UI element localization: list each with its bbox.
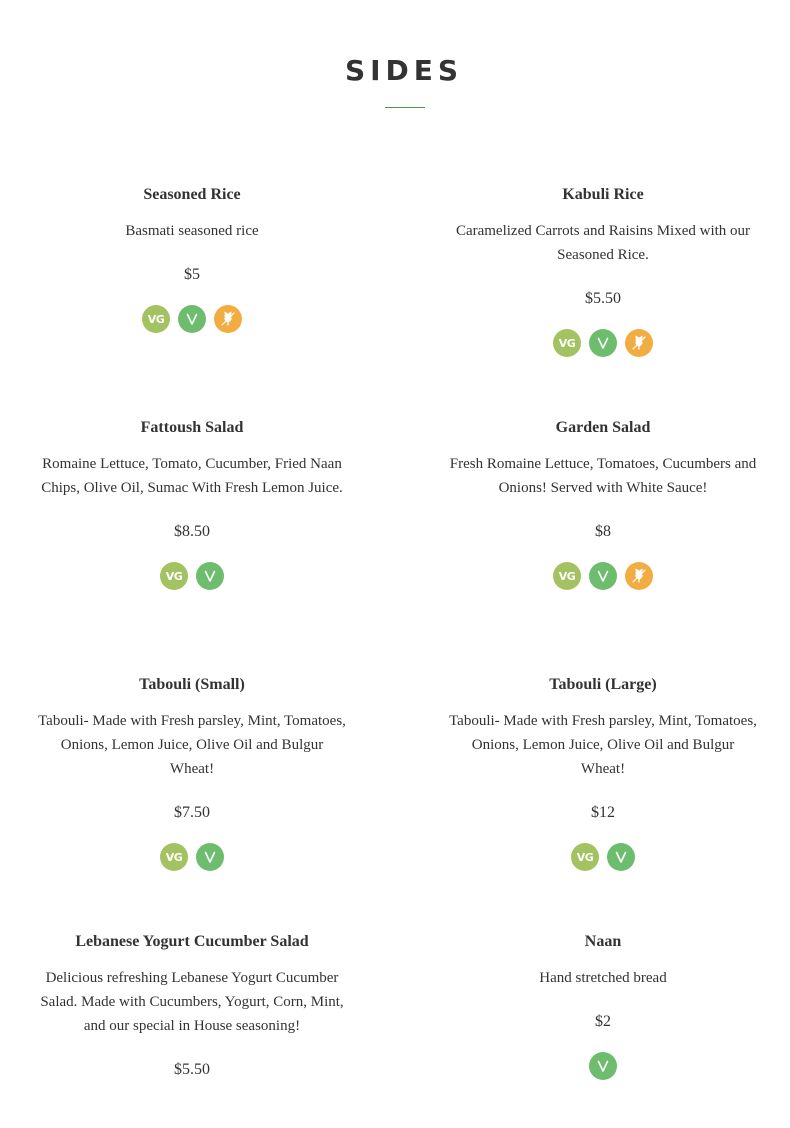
vegetarian-icon [607, 843, 635, 871]
menu-item[interactable] [37, 932, 347, 1128]
dietary-badges [37, 843, 347, 871]
dietary-badges [448, 562, 758, 590]
dietary-badges [448, 329, 758, 357]
menu-item[interactable] [37, 675, 347, 871]
dietary-badges [37, 562, 347, 590]
item-name: Tabouli (Small) [139, 676, 245, 693]
gluten-free-icon [625, 562, 653, 590]
section-title: SIDES [344, 54, 464, 87]
vegan-icon: VG [571, 843, 599, 871]
vegan-icon: VG [553, 562, 581, 590]
menu-item[interactable] [448, 675, 758, 871]
item-price: $8 [595, 523, 611, 540]
item-description: Delicious refreshing Lebanese Yogurt Cucumber Salad. Made with Cucumbers, Yogurt, Corn, Mint, and our special in House seasoning! [40, 970, 344, 1034]
item-price: $8.50 [174, 523, 210, 540]
gluten-free-icon [214, 305, 242, 333]
item-description: Caramelized Carrots and Raisins Mixed with our Seasoned Rice. [455, 223, 751, 263]
dietary-badges [448, 843, 758, 871]
dietary-badges [448, 1052, 758, 1080]
item-name: Garden Salad [555, 419, 651, 436]
menu-item[interactable] [448, 932, 758, 1080]
vegetarian-icon [196, 843, 224, 871]
vegetarian-icon [589, 562, 617, 590]
item-name: Fattoush Salad [140, 419, 244, 436]
menu-item[interactable] [448, 418, 758, 590]
item-price: $12 [591, 804, 615, 821]
item-name: Tabouli (Large) [549, 676, 657, 693]
item-price: $5 [184, 266, 200, 283]
item-description: Romaine Lettuce, Tomato, Cucumber, Fried Naan Chips, Olive Oil, Sumac With Fresh Lemon Juice. [41, 456, 343, 496]
item-description: Basmati seasoned rice [125, 223, 259, 239]
item-description: Fresh Romaine Lettuce, Tomatoes, Cucumbers and Onions! Served with White Sauce! [449, 456, 757, 496]
title-divider [385, 107, 425, 108]
vegan-icon: VG [160, 843, 188, 871]
item-description: Hand stretched bread [539, 970, 667, 986]
vegan-icon: VG [142, 305, 170, 333]
item-price: $7.50 [174, 804, 210, 821]
item-description: Tabouli- Made with Fresh parsley, Mint, Tomatoes, Onions, Lemon Juice, Olive Oil and Bulgur Wheat! [449, 713, 757, 777]
menu-item[interactable] [37, 185, 347, 333]
vegan-icon: VG [160, 562, 188, 590]
vegetarian-icon [589, 1052, 617, 1080]
item-price: $5.50 [174, 1061, 210, 1078]
item-price: $5.50 [585, 290, 621, 307]
item-name: Naan [584, 933, 622, 950]
vegetarian-icon [196, 562, 224, 590]
dietary-badges [37, 1100, 347, 1128]
vegetarian-icon [178, 305, 206, 333]
item-description: Tabouli- Made with Fresh parsley, Mint, Tomatoes, Onions, Lemon Juice, Olive Oil and Bulgur Wheat! [38, 713, 346, 777]
gluten-free-icon [625, 329, 653, 357]
item-name: Kabuli Rice [562, 186, 644, 203]
vegetarian-icon [589, 329, 617, 357]
item-name: Lebanese Yogurt Cucumber Salad [75, 933, 309, 950]
menu-item[interactable] [37, 418, 347, 590]
item-name: Seasoned Rice [143, 186, 241, 203]
menu-item[interactable] [448, 185, 758, 357]
vegan-icon: VG [553, 329, 581, 357]
dietary-badges [37, 305, 347, 333]
item-price: $2 [595, 1013, 611, 1030]
